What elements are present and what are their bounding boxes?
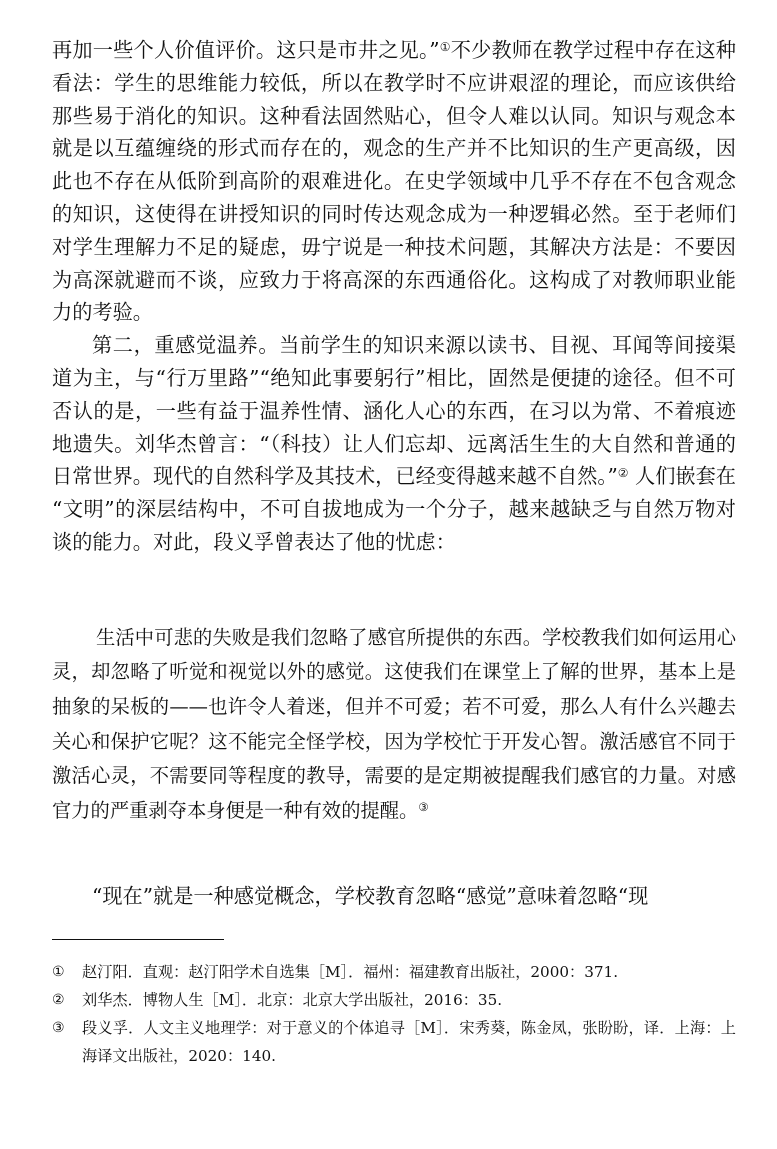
- footnote-mark: ③: [52, 1020, 65, 1037]
- paragraph-1: [52, 34, 736, 329]
- paragraph-2-continued: 人们嵌套在“文明”的深层结构中，不可自拔地成为一个分子，越来越缺乏与自然万物对谈的能力。对此，段义孚曾表达了他的忧虑：: [52, 464, 736, 554]
- footnote-3: [52, 1014, 736, 1070]
- paragraph-1-continued: 不少教师在教学过程中存在这种看法：学生的思维能力较低，所以在教学时不应讲艰涩的理论，而应该供给那些易于消化的知识。这种看法固然贴心，但令人难以认同。知识与观念本就是以互蕴缠绕的形式而存在的，观念的生产并不比知识的生产更高级，因此也不存在从低阶到高阶的艰难进化。在史学领域中几乎不存在不包含观念的知识，这使得在讲授知识的同时传达观念成为一种逻辑必然。至于老师们对学生理解力不足的疑虑，毋宁说是一种技术问题，其解决方法是：不要因为高深就避而不谈，应致力于将高深的东西通俗化。这构成了对教师职业能力的考验。: [52, 38, 736, 325]
- footnote-text: 段义孚．人文主义地理学：对于意义的个体追寻［M］．宋秀葵，陈金凤，张盼盼，译．上海：上海译文出版社，2020：140.: [82, 1019, 736, 1066]
- footnote-mark: ②: [52, 992, 65, 1009]
- block-quote-text: 生活中可悲的失败是我们忽略了感官所提供的东西。学校教我们如何运用心灵，却忽略了听觉和视觉以外的感觉。这使我们在课堂上了解的世界，基本上是抽象的呆板的——也许令人着迷，但并不可爱；若不可爱，那么人有什么兴趣去关心和保护它呢？这不能完全怪学校，因为学校忙于开发心智。激活感官不同于激活心灵，不需要同等程度的教导，需要的是定期被提醒我们感官的力量。对感官力的严重剥夺本身便是一种有效的提醒。: [52, 625, 736, 822]
- footnote-text: 赵汀阳．直观：赵汀阳学术自选集［M］．福州：福建教育出版社，2000：371.: [82, 963, 619, 982]
- footnote-1: [52, 958, 736, 986]
- paragraph-3: “现在”就是一种感觉概念，学校教育忽略“感觉”意味着忽略“现: [92, 884, 649, 909]
- footnote-mark: ①: [52, 964, 65, 981]
- footnote-ref-1[interactable]: ①: [439, 40, 451, 54]
- document-page: [52, 34, 736, 1070]
- footnote-2: [52, 986, 736, 1014]
- block-quote: [52, 621, 736, 829]
- footnote-text: 刘华杰．博物人生［M］．北京：北京大学出版社，2016：35.: [82, 991, 503, 1010]
- paragraph-2: [52, 329, 736, 559]
- paragraph-1-text: 再加一些个人价值评价。这只是市井之见。”: [52, 38, 440, 62]
- footnote-list: [52, 958, 736, 1070]
- footnote-ref-3[interactable]: ③: [418, 799, 429, 814]
- paragraph-2-text: 第二，重感觉温养。当前学生的知识来源以读书、目视、耳闻等间接渠道为主，与“行万里路”“绝知此事要躬行”相比，固然是便捷的途径。但不可否认的是，一些有益于温养性情、涵化人心的东西，在习以为常、不着痕迹地遗失。刘华杰曾言：“（科技）让人们忘却、远离活生生的大自然和普通的日常世界。现代的自然科学及其技术，已经变得越来越不自然。”: [52, 333, 736, 489]
- footnote-ref-2[interactable]: ②: [617, 466, 629, 481]
- footnote-divider: [52, 939, 224, 940]
